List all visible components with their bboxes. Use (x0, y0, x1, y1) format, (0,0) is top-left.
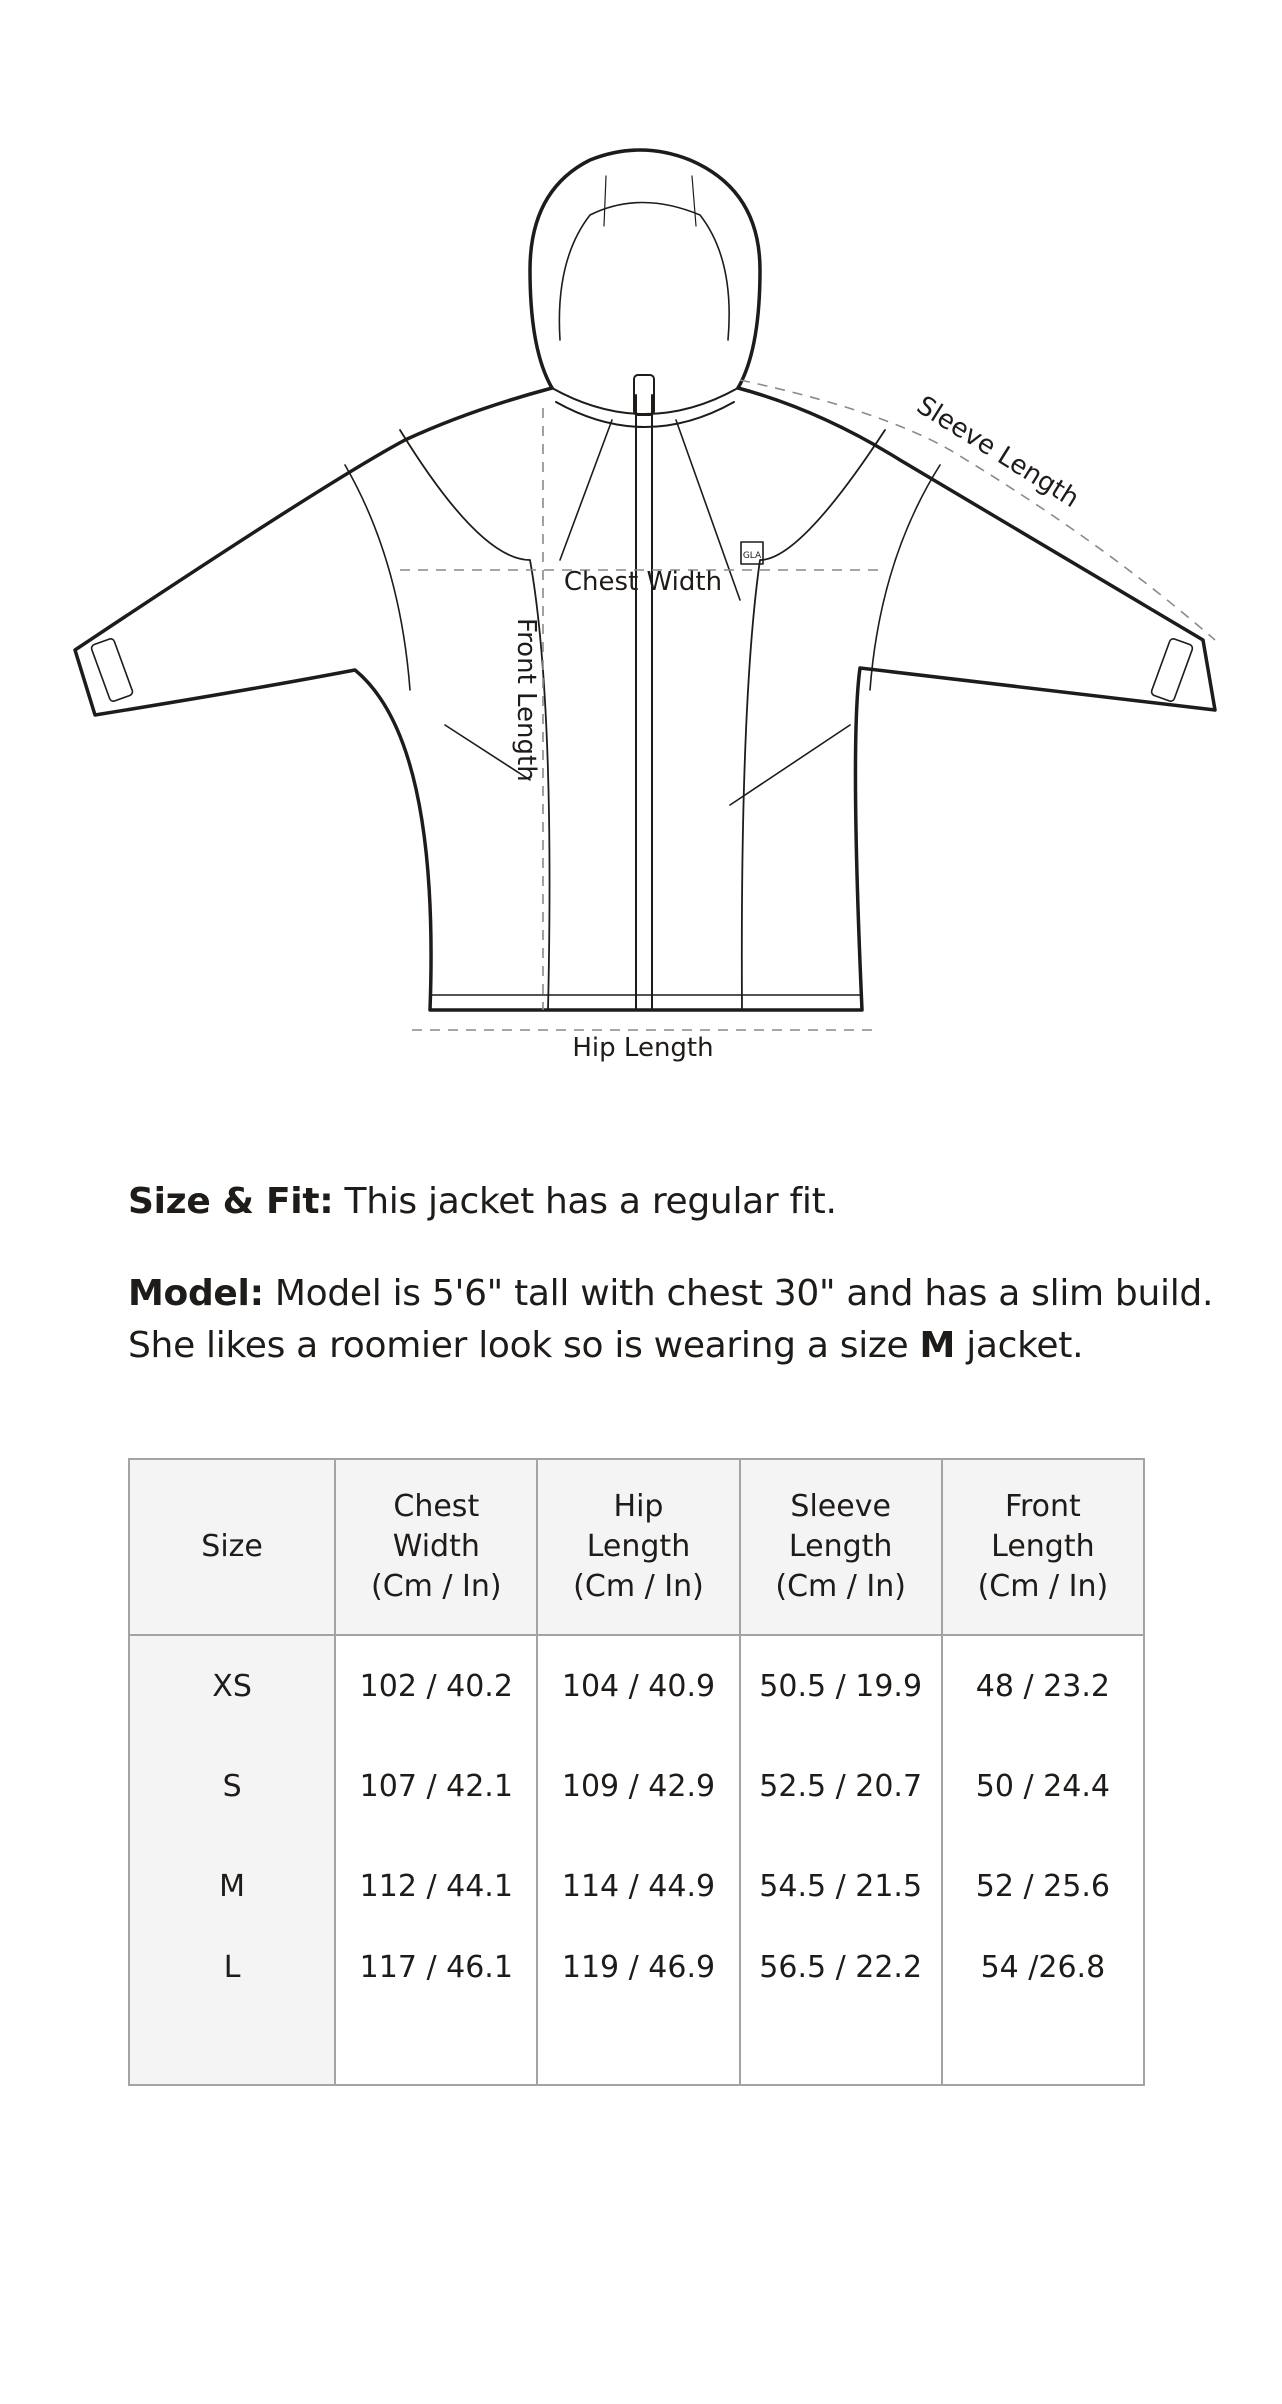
chest-width-cell: 112 / 44.1 (335, 1836, 537, 1936)
front-length-cell: 50 / 24.4 (942, 1736, 1144, 1836)
cuff-left (90, 638, 133, 703)
zipper (636, 395, 652, 1010)
model-text-line2-prefix: She likes a roomier look so is wearing a size (128, 1325, 909, 1366)
hood-seam (604, 176, 696, 226)
size-cell: XS (129, 1635, 335, 1736)
jacket-diagram (0, 0, 1282, 1100)
size-table (128, 1458, 1145, 2086)
chest-width-cell: 102 / 40.2 (335, 1635, 537, 1736)
sleeve-length-cell: 52.5 / 20.7 (740, 1736, 942, 1836)
front-length-cell: 54 /26.8 (942, 1936, 1144, 2085)
hip-length-label: Hip Length (572, 1033, 714, 1063)
table-row (129, 1836, 1144, 1936)
size-cell: S (129, 1736, 335, 1836)
logo-text: GLA (742, 551, 762, 561)
header-chest-width: Chest Width (Cm / In) (335, 1459, 537, 1635)
model-text-line2-suffix: jacket. (966, 1325, 1084, 1366)
header-sleeve-length: Sleeve Length (Cm / In) (740, 1459, 942, 1635)
sleeve-length-cell: 54.5 / 21.5 (740, 1836, 942, 1936)
collar (552, 388, 738, 427)
hip-length-cell: 119 / 46.9 (537, 1936, 739, 2085)
cuff-right (1150, 638, 1193, 703)
header-size: Size (129, 1459, 335, 1635)
seam-right (742, 430, 885, 1010)
hip-length-cell: 109 / 42.9 (537, 1736, 739, 1836)
sleeve-length-cell: 50.5 / 19.9 (740, 1635, 942, 1736)
armhole-right (870, 465, 940, 690)
table-row (129, 1635, 1144, 1736)
size-fit-section (128, 1176, 1248, 1228)
front-length-cell: 52 / 25.6 (942, 1836, 1144, 1936)
sleeve-length-cell: 56.5 / 22.2 (740, 1936, 942, 2085)
chest-width-cell: 117 / 46.1 (335, 1936, 537, 2085)
front-length-cell: 48 / 23.2 (942, 1635, 1144, 1736)
header-hip-length: Hip Length (Cm / In) (537, 1459, 739, 1635)
size-cell: L (129, 1936, 335, 2085)
armhole-left (345, 465, 410, 690)
chest-width-cell: 107 / 42.1 (335, 1736, 537, 1836)
header-front-length: Front Length (Cm / In) (942, 1459, 1144, 1635)
model-text-line1: Model is 5'6" tall with chest 30" and has a slim build. (274, 1273, 1214, 1314)
front-length-label: Front Length (511, 618, 541, 782)
model-section (128, 1268, 1248, 1372)
chest-width-label: Chest Width (563, 567, 723, 597)
hood-inner (559, 203, 729, 341)
pocket-right (730, 725, 850, 805)
sleeve-length-label: Sleeve Length (911, 390, 1085, 514)
table-header-row (129, 1459, 1144, 1635)
size-cell: M (129, 1836, 335, 1936)
size-fit-label: Size & Fit: (128, 1181, 334, 1222)
yoke-left (560, 420, 612, 560)
sleeve-length-guide (740, 380, 1215, 640)
hip-length-cell: 104 / 40.9 (537, 1635, 739, 1736)
model-label: Model: (128, 1273, 264, 1314)
size-fit-text: This jacket has a regular fit. (344, 1181, 837, 1222)
model-size: M (919, 1325, 956, 1366)
hip-length-cell: 114 / 44.9 (537, 1836, 739, 1936)
table-row (129, 1936, 1144, 2085)
table-row (129, 1736, 1144, 1836)
